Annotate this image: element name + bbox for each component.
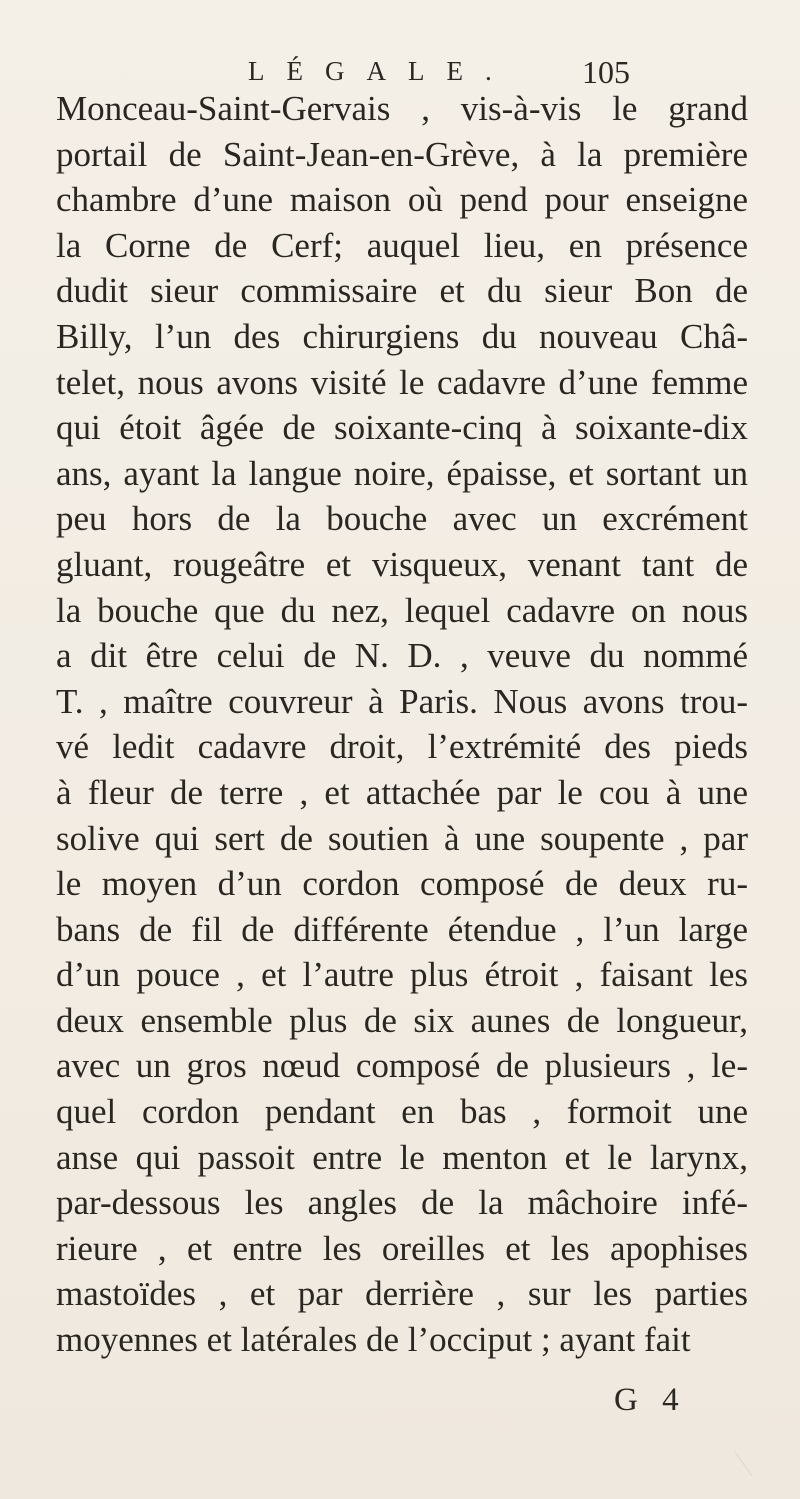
text-line: d’un pouce , et l’autre plus étroit , faisant les [56, 955, 748, 995]
text-line: le moyen d’un cordon composé de deux ru- [56, 864, 748, 904]
text-line: la bouche que du nez, lequel cadavre on nous [56, 590, 748, 630]
text-line: qui étoit âgée de soixante-cinq à soixante-dix [56, 408, 748, 448]
text-line: bans de fil de différente étendue , l’un large [56, 909, 748, 949]
signature-mark: G 4 [614, 1382, 687, 1418]
text-line: quel cordon pendant en bas , formoit une [56, 1092, 748, 1132]
paper-crease-mark [734, 1434, 777, 1476]
running-head: LÉGALE. [248, 56, 514, 86]
text-line: a dit être celui de N. D. , veuve du nommé [56, 636, 748, 676]
text-line: dudit sieur commissaire et du sieur Bon de [56, 271, 748, 311]
text-line: par-dessous les angles de la mâchoire infé- [56, 1183, 748, 1223]
text-line: mastoïdes , et par derrière , sur les parties [56, 1274, 748, 1314]
page-number: 105 [582, 54, 630, 90]
text-line: telet, nous avons visité le cadavre d’une femme [56, 362, 748, 402]
text-line: Monceau-Saint-Gervais , vis-à-vis le grand [56, 89, 748, 128]
text-line: peu hors de la bouche avec un excrément [56, 499, 748, 539]
text-line: moyennes et latérales de l’occiput ; ayant fait [56, 1320, 691, 1360]
text-line: anse qui passoit entre le menton et le larynx, [56, 1137, 748, 1177]
text-line: Billy, l’un des chirurgiens du nouveau Châ- [56, 316, 748, 356]
text-line: gluant, rougeâtre et visqueux, venant tant de [56, 544, 748, 584]
body-text [56, 86, 748, 1363]
text-line: deux ensemble plus de six aunes de longueur, [56, 1000, 748, 1040]
text-line: à fleur de terre , et attachée par le cou à une [56, 772, 748, 812]
text-line: ans, ayant la langue noire, épaisse, et sortant un [56, 453, 748, 493]
text-line: solive qui sert de soutien à une soupente , par [56, 818, 748, 858]
text-line: avec un gros nœud composé de plusieurs , le- [56, 1046, 748, 1086]
text-line: portail de Saint-Jean-en-Grève, à la première [56, 134, 748, 174]
text-line: chambre d’une maison où pend pour enseigne [56, 180, 748, 220]
text-line: vé ledit cadavre droit, l’extrémité des pieds [56, 727, 748, 767]
text-line: la Corne de Cerf; auquel lieu, en présence [56, 225, 748, 265]
text-line: T. , maître couvreur à Paris. Nous avons trou- [56, 681, 748, 721]
text-line: rieure , et entre les oreilles et les apophises [56, 1228, 748, 1268]
